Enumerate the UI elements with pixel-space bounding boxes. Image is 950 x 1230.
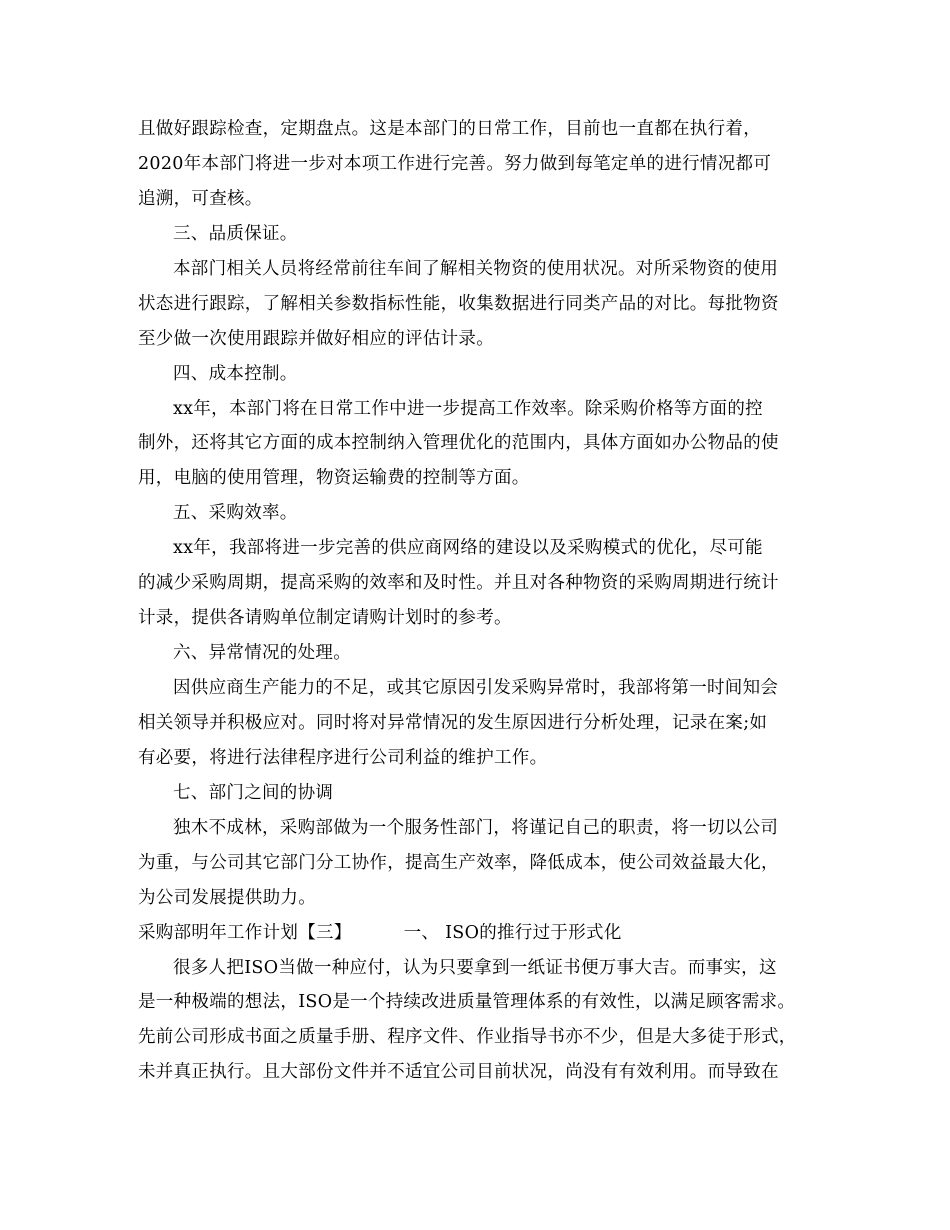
text-line: 为公司发展提供助力。 [138,887,316,908]
text-line: 至少做一次使用跟踪并做好相应的评估计录。 [138,328,494,349]
text-line: 六、异常情况的处理。 [173,643,351,664]
text-line: 五、采购效率。 [173,503,298,524]
text-line: xx年，我部将进一步完善的供应商网络的建设以及采购模式的优化，尽可能 [173,538,763,559]
text-line: 七、部门之间的协调 [173,782,334,803]
text-line: xx年，本部门将在日常工作中进一步提高工作效率。除采购价格等方面的控 [173,398,763,419]
text-line: 三、品质保证。 [173,223,298,244]
text-line: 很多人把ISO当做一种应付，认为只要拿到一纸证书便万事大吉。而事实，这 [173,957,777,978]
plan-title: 采购部明年工作计划【三】 [138,922,352,943]
text-line: 为重，与公司其它部门分工协作，提高生产效率，降低成本，使公司效益最大化， [138,852,779,873]
text-line: 四、成本控制。 [173,363,298,384]
text-line: 先前公司形成书面之质量手册、程序文件、作业指导书亦不少，但是大多徒于形式， [138,1027,797,1048]
text-line: 本部门相关人员将经常前往车间了解相关物资的使用状况。对所采物资的使用 [173,258,779,279]
text-line: 是一种极端的想法，ISO是一个持续改进质量管理体系的有效性，以满足顾客需求。 [138,992,796,1013]
plan-body-lines [138,951,828,1091]
text-line: 未并真正执行。且大部份文件并不适宜公司目前状况，尚没有有效利用。而导致在 [138,1062,779,1083]
text-line: 且做好跟踪检查，定期盘点。这是本部门的日常工作，目前也一直都在执行着， [138,119,761,139]
text-line: 因供应商生产能力的不足，或其它原因引发采购异常时，我部将第一时间知会 [173,678,779,698]
text-line: 制外，还将其它方面的成本控制纳入管理优化的范围内，具体方面如办公物品的使 [138,433,779,454]
text-line: 的减少采购周期，提高采购的效率和及时性。并且对各种物资的采购周期进行统计 [138,573,779,594]
text-line: 相关领导并积极应对。同时将对异常情况的发生原因进行分析处理，记录在案;如 [138,712,768,733]
document-body [138,112,828,1090]
text-line: 有必要，将进行法律程序进行公司利益的维护工作。 [138,747,548,768]
plan-title-line [138,916,828,951]
text-line: 状态进行跟踪，了解相关参数指标性能，收集数据进行同类产品的对比。每批物资 [138,293,779,314]
section-body-lines [138,112,828,916]
text-line: 计录，提供各请购单位制定请购计划时的参考。 [138,608,512,629]
text-line: 2020年本部门将进一步对本项工作进行完善。努力做到每笔定单的进行情况都可 [138,153,772,174]
plan-heading: 一、 ISO的推行过于形式化 [403,922,622,943]
text-line: 用，电脑的使用管理，物资运输费的控制等方面。 [138,468,530,489]
text-line: 独木不成林，采购部做为一个服务性部门，将谨记自己的职责，将一切以公司 [173,817,779,838]
text-line: 追溯，可查核。 [138,188,263,209]
